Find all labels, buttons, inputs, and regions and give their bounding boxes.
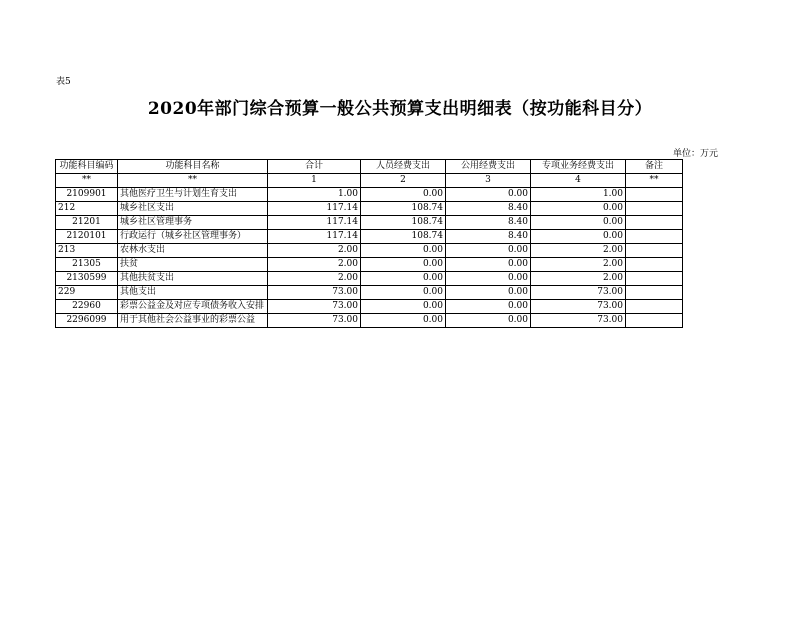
personnel-cell: 108.74 bbox=[361, 202, 446, 216]
public-cell: 0.00 bbox=[446, 286, 531, 300]
name-cell: 城乡社区管理事务 bbox=[118, 216, 268, 230]
table-row bbox=[56, 258, 683, 272]
note-cell bbox=[626, 244, 683, 258]
code-cell: 2109901 bbox=[56, 188, 118, 202]
page-title: 2020年部门综合预算一般公共预算支出明细表（按功能科目分） bbox=[147, 99, 653, 119]
special-cell: 0.00 bbox=[531, 230, 626, 244]
personnel-cell: 0.00 bbox=[361, 286, 446, 300]
index-cell: ** bbox=[56, 174, 118, 188]
name-cell: 用于其他社会公益事业的彩票公益 bbox=[118, 314, 268, 328]
budget-table bbox=[55, 159, 683, 328]
public-cell: 0.00 bbox=[446, 272, 531, 286]
note-cell bbox=[626, 258, 683, 272]
personnel-cell: 0.00 bbox=[361, 244, 446, 258]
total-cell: 73.00 bbox=[268, 286, 361, 300]
code-cell: 21305 bbox=[56, 258, 118, 272]
table-row bbox=[56, 216, 683, 230]
index-cell: 2 bbox=[361, 174, 446, 188]
total-cell: 117.14 bbox=[268, 202, 361, 216]
code-cell: 21201 bbox=[56, 216, 118, 230]
personnel-cell: 0.00 bbox=[361, 314, 446, 328]
personnel-cell: 108.74 bbox=[361, 216, 446, 230]
table-row bbox=[56, 300, 683, 314]
code-cell: 2120101 bbox=[56, 230, 118, 244]
code-cell: 2130599 bbox=[56, 272, 118, 286]
name-cell: 农林水支出 bbox=[118, 244, 268, 258]
table-row bbox=[56, 230, 683, 244]
total-cell: 2.00 bbox=[268, 258, 361, 272]
personnel-cell: 0.00 bbox=[361, 300, 446, 314]
note-cell bbox=[626, 272, 683, 286]
header-row bbox=[56, 160, 683, 174]
table-label: 表5 bbox=[56, 77, 71, 87]
special-cell: 0.00 bbox=[531, 202, 626, 216]
code-cell: 212 bbox=[56, 202, 118, 216]
code-cell: 213 bbox=[56, 244, 118, 258]
table-row bbox=[56, 272, 683, 286]
header-cell: 人员经费支出 bbox=[361, 160, 446, 174]
personnel-cell: 108.74 bbox=[361, 230, 446, 244]
header-cell: 备注 bbox=[626, 160, 683, 174]
header-cell: 功能科目名称 bbox=[118, 160, 268, 174]
public-cell: 8.40 bbox=[446, 216, 531, 230]
public-cell: 8.40 bbox=[446, 202, 531, 216]
special-cell: 2.00 bbox=[531, 244, 626, 258]
total-cell: 2.00 bbox=[268, 272, 361, 286]
name-cell: 彩票公益金及对应专项债务收入安排 bbox=[118, 300, 268, 314]
header-cell: 专项业务经费支出 bbox=[531, 160, 626, 174]
header-cell: 公用经费支出 bbox=[446, 160, 531, 174]
table-row bbox=[56, 314, 683, 328]
index-cell: 1 bbox=[268, 174, 361, 188]
index-cell: ** bbox=[118, 174, 268, 188]
header-cell: 合计 bbox=[268, 160, 361, 174]
total-cell: 1.00 bbox=[268, 188, 361, 202]
index-cell: 3 bbox=[446, 174, 531, 188]
public-cell: 0.00 bbox=[446, 188, 531, 202]
public-cell: 0.00 bbox=[446, 300, 531, 314]
index-cell: 4 bbox=[531, 174, 626, 188]
table-row bbox=[56, 188, 683, 202]
special-cell: 73.00 bbox=[531, 300, 626, 314]
table-row bbox=[56, 286, 683, 300]
table-row bbox=[56, 202, 683, 216]
total-cell: 73.00 bbox=[268, 300, 361, 314]
personnel-cell: 0.00 bbox=[361, 258, 446, 272]
note-cell bbox=[626, 202, 683, 216]
special-cell: 0.00 bbox=[531, 216, 626, 230]
total-cell: 2.00 bbox=[268, 244, 361, 258]
special-cell: 1.00 bbox=[531, 188, 626, 202]
special-cell: 2.00 bbox=[531, 272, 626, 286]
code-cell: 2296099 bbox=[56, 314, 118, 328]
personnel-cell: 0.00 bbox=[361, 272, 446, 286]
note-cell bbox=[626, 230, 683, 244]
name-cell: 其他支出 bbox=[118, 286, 268, 300]
note-cell bbox=[626, 188, 683, 202]
name-cell: 其他扶贫支出 bbox=[118, 272, 268, 286]
note-cell bbox=[626, 300, 683, 314]
public-cell: 8.40 bbox=[446, 230, 531, 244]
special-cell: 2.00 bbox=[531, 258, 626, 272]
total-cell: 117.14 bbox=[268, 230, 361, 244]
code-cell: 22960 bbox=[56, 300, 118, 314]
name-cell: 其他医疗卫生与计划生育支出 bbox=[118, 188, 268, 202]
total-cell: 73.00 bbox=[268, 314, 361, 328]
note-cell bbox=[626, 216, 683, 230]
header-cell: 功能科目编码 bbox=[56, 160, 118, 174]
public-cell: 0.00 bbox=[446, 244, 531, 258]
table-row bbox=[56, 244, 683, 258]
name-cell: 城乡社区支出 bbox=[118, 202, 268, 216]
public-cell: 0.00 bbox=[446, 258, 531, 272]
note-cell bbox=[626, 286, 683, 300]
name-cell: 扶贫 bbox=[118, 258, 268, 272]
public-cell: 0.00 bbox=[446, 314, 531, 328]
special-cell: 73.00 bbox=[531, 314, 626, 328]
name-cell: 行政运行（城乡社区管理事务） bbox=[118, 230, 268, 244]
unit-label: 单位：万元 bbox=[672, 149, 718, 159]
personnel-cell: 0.00 bbox=[361, 188, 446, 202]
code-cell: 229 bbox=[56, 286, 118, 300]
note-cell bbox=[626, 314, 683, 328]
special-cell: 73.00 bbox=[531, 286, 626, 300]
total-cell: 117.14 bbox=[268, 216, 361, 230]
index-row bbox=[56, 174, 683, 188]
index-cell: ** bbox=[626, 174, 683, 188]
